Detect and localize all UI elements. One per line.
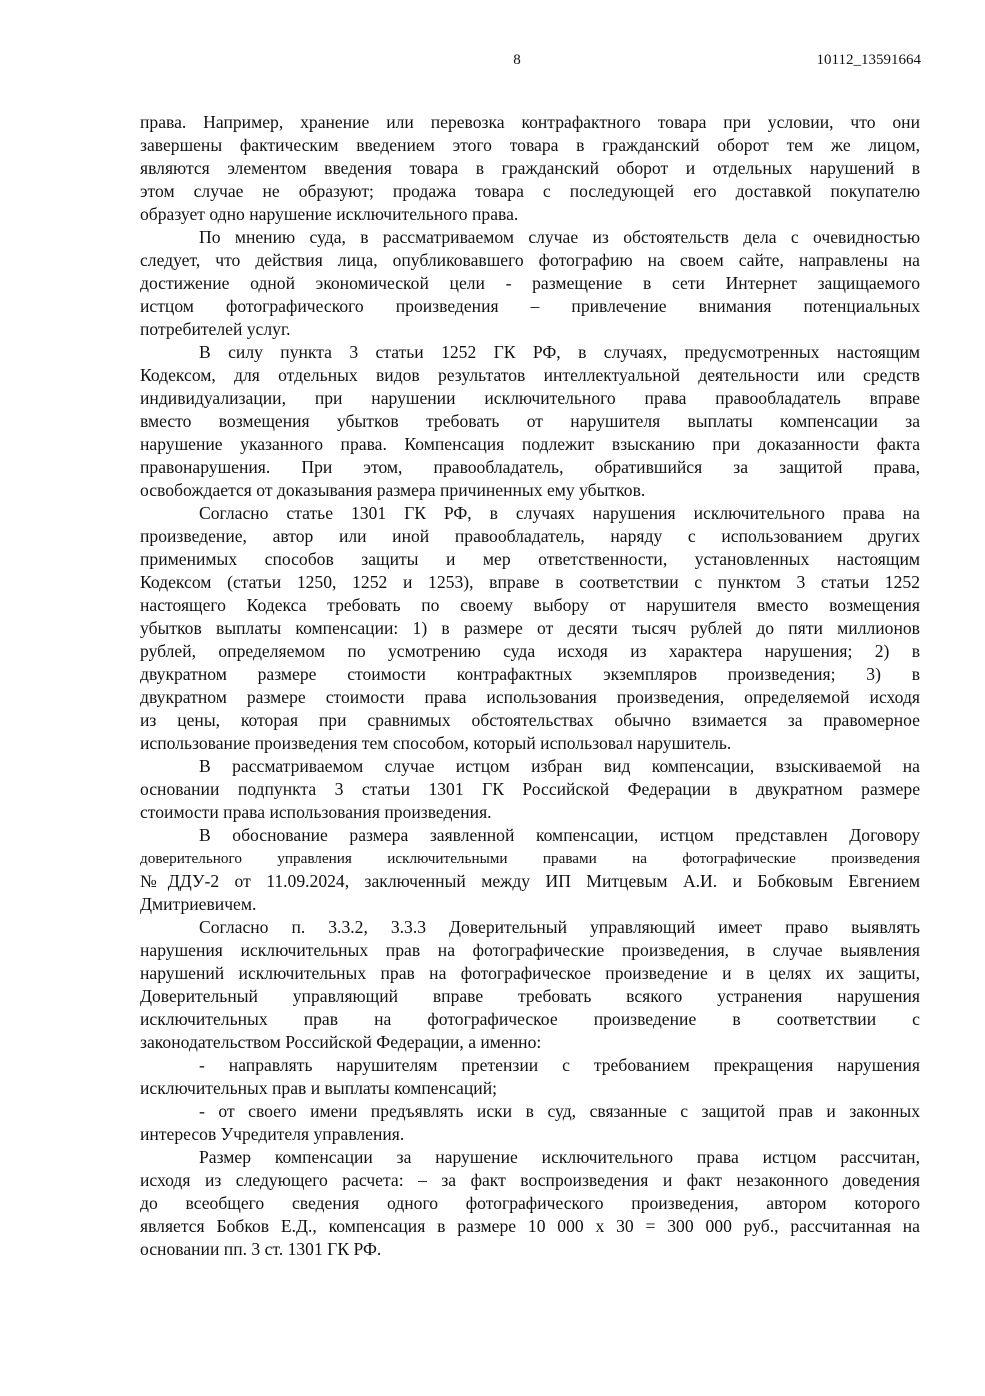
text-line: этом случае не образуют; продажа товара с последующей его доставкой покупателю xyxy=(140,181,920,201)
page-number: 8 xyxy=(513,52,521,68)
text-line: убытков выплаты компенсации: 1) в размере от десяти тысяч рублей до пяти миллионов xyxy=(140,618,920,638)
text-line: являются элементом введения товара в гражданский оборот и отдельных нарушений в xyxy=(140,158,920,178)
text-line: произведение, автор или иной правообладатель, наряду с использованием других xyxy=(140,526,920,546)
paragraph xyxy=(140,341,920,502)
text-line: использование произведения тем способом, который использовал нарушитель. xyxy=(140,733,732,753)
text-line: двукратном размере стоимости права использования произведения, определяемой исходя xyxy=(140,687,920,707)
text-line: основании пп. 3 ст. 1301 ГК РФ. xyxy=(140,1239,382,1259)
text-line: основании подпункта 3 статьи 1301 ГК Российской Федерации в двукратном размере xyxy=(140,779,920,799)
text-line: Дмитриевичем. xyxy=(140,894,257,914)
text-line: из цены, которая при сравнимых обстоятельствах обычно взимается за правомерное xyxy=(140,710,920,730)
text-line: доверительного управления исключительными правами на фотографические произведения xyxy=(140,850,920,867)
text-line: до всеобщего сведения одного фотографического произведения, автором которого xyxy=(140,1193,920,1213)
document-body xyxy=(140,111,920,1261)
text-line: Согласно статье 1301 ГК РФ, в случаях нарушения исключительного права на xyxy=(199,503,920,523)
text-line: освобождается от доказывания размера причиненных ему убытков. xyxy=(140,480,646,500)
text-line: В рассматриваемом случае истцом избран вид компенсации, взыскиваемой на xyxy=(199,756,920,776)
text-line: рублей, определяемом по усмотрению суда исходя из характера нарушения; 2) в xyxy=(140,641,920,661)
text-line: Кодексом, для отдельных видов результатов интеллектуальной деятельности или средств xyxy=(140,365,920,385)
paragraph xyxy=(140,916,920,1054)
text-line: настоящего Кодекса требовать по своему выбору от нарушителя вместо возмещения xyxy=(140,595,920,615)
text-line: следует, что действия лица, опубликовавшего фотографию на своем сайте, направлены на xyxy=(140,250,920,270)
text-line: потребителей услуг. xyxy=(140,319,291,339)
paragraph xyxy=(140,502,920,755)
text-line: Кодексом (статьи 1250, 1252 и 1253), вправе в соответствии с пунктом 3 статьи 1252 xyxy=(140,572,920,592)
text-line: исключительных прав на фотографическое произведение в соответствии с xyxy=(140,1009,920,1029)
text-line: индивидуализации, при нарушении исключительного права правообладатель вправе xyxy=(140,388,920,408)
text-line: интересов Учредителя управления. xyxy=(140,1124,405,1144)
text-line: нарушений исключительных прав на фотографическое произведение и в целях их защиты, xyxy=(140,963,920,983)
text-line: Согласно п. 3.3.2, 3.3.3 Доверительный управляющий имеет право выявлять xyxy=(199,917,920,937)
text-line: №ДДУ-2 от 11.09.2024, заключенный между ИП Митцевым А.И. и Бобковым Евгением xyxy=(140,871,920,891)
text-line: стоимости права использования произведения. xyxy=(140,802,492,822)
text-line: двукратном размере стоимости контрафактных экземпляров произведения; 3) в xyxy=(140,664,920,684)
text-line: права. Например, хранение или перевозка контрафактного товара при условии, что они xyxy=(140,112,920,132)
text-line: Размер компенсации за нарушение исключительного права истцом рассчитан, xyxy=(199,1147,920,1167)
text-line: нарушение указанного права. Компенсация подлежит взысканию при доказанности факта xyxy=(140,434,920,454)
text-line: исходя из следующего расчета: – за факт воспроизведения и факт незаконного доведения xyxy=(140,1170,920,1190)
text-line: - от своего имени предъявлять иски в суд, связанные с защитой прав и законных xyxy=(199,1101,920,1121)
text-line: образует одно нарушение исключительного права. xyxy=(140,204,519,224)
text-line: истцом фотографического произведения – привлечение внимания потенциальных xyxy=(140,296,920,316)
paragraph xyxy=(140,111,920,226)
text-line: По мнению суда, в рассматриваемом случае из обстоятельств дела с очевидностью xyxy=(199,227,920,247)
document-id: 10112_13591664 xyxy=(816,52,921,68)
text-line: завершены фактическим введением этого товара в гражданский оборот тем же лицом, xyxy=(140,135,920,155)
text-line: В обоснование размера заявленной компенсации, истцом представлен Договору xyxy=(199,825,920,845)
paragraph xyxy=(140,1100,920,1146)
paragraph xyxy=(140,226,920,341)
text-line: Доверительный управляющий вправе требовать всякого устранения нарушения xyxy=(140,986,920,1006)
paragraph xyxy=(140,824,920,916)
text-line: нарушения исключительных прав на фотографические произведения, в случае выявления xyxy=(140,940,920,960)
text-line: вместо возмещения убытков требовать от нарушителя выплаты компенсации за xyxy=(140,411,920,431)
paragraph xyxy=(140,1054,920,1100)
text-line: - направлять нарушителям претензии с требованием прекращения нарушения xyxy=(199,1055,920,1075)
paragraph xyxy=(140,1146,920,1261)
text-line: правонарушения. При этом, правообладатель, обратившийся за защитой права, xyxy=(140,457,920,477)
text-line: законодательством Российской Федерации, а именно: xyxy=(140,1032,542,1052)
text-line: В силу пункта 3 статьи 1252 ГК РФ, в случаях, предусмотренных настоящим xyxy=(199,342,920,362)
paragraph xyxy=(140,755,920,824)
text-line: применимых способов защиты и мер ответственности, установленных настоящим xyxy=(140,549,920,569)
text-line: является Бобков Е.Д., компенсация в размере 10 000 х 30 = 300 000 руб., рассчитанная на xyxy=(140,1216,920,1236)
text-line: исключительных прав и выплаты компенсаций; xyxy=(140,1078,498,1098)
text-line: достижение одной экономической цели - размещение в сети Интернет защищаемого xyxy=(140,273,920,293)
